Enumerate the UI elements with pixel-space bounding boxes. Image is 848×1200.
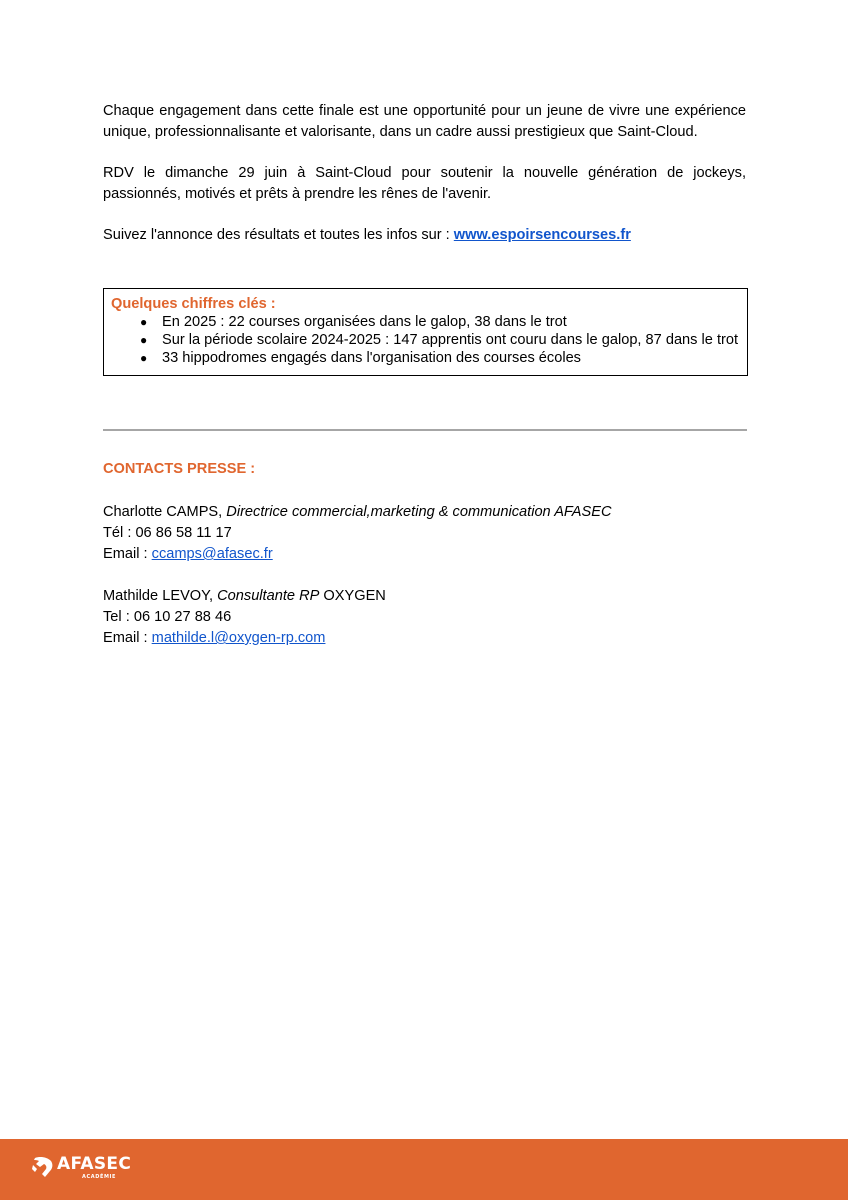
contact-email-link[interactable]: mathilde.l@oxygen-rp.com: [151, 630, 326, 646]
logo-text-group: [57, 1155, 131, 1180]
contact-card: [103, 586, 746, 649]
contact-name: Charlotte CAMPS,: [103, 504, 227, 520]
bullet-icon: ●: [140, 333, 148, 347]
contact-email-line: [103, 544, 746, 565]
paragraph-follow: [103, 225, 746, 246]
afasec-horse-head-icon: [32, 1155, 54, 1179]
list-item: [111, 331, 739, 349]
paragraph-engagement: Chaque engagement dans cette finale est une opportunité pour un jeune de vivre une expérience unique, professionnalisante et valorisante, dans un cadre aussi prestigieux que Saint-Cloud.: [103, 103, 746, 140]
afasec-logo[interactable]: [32, 1155, 131, 1180]
website-link[interactable]: www.espoirsencourses.fr: [453, 227, 631, 243]
list-item: [111, 349, 739, 367]
contact-email-line: [103, 628, 746, 649]
logo-subtext: ACADÉMIE: [82, 1174, 117, 1180]
contact-org: OXYGEN: [319, 588, 386, 604]
key-figures-box: [103, 288, 748, 376]
email-label: Email :: [103, 630, 152, 646]
contact-name-line: [103, 502, 746, 523]
contact-name: Mathilde LEVOY,: [103, 588, 218, 604]
email-label: Email :: [103, 546, 152, 562]
paragraph-rdv: RDV le dimanche 29 juin à Saint-Cloud pour soutenir la nouvelle génération de jockeys, passionnés, motivés et prêts à prendre les rênes de l'avenir.: [103, 165, 746, 202]
contact-card: [103, 502, 746, 565]
list-item: [111, 313, 739, 331]
contact-email-link[interactable]: ccamps@afasec.fr: [151, 546, 273, 562]
contact-phone: 06 10 27 88 46: [133, 609, 232, 625]
list-item-text: En 2025 : 22 courses organisées dans le galop, 38 dans le trot: [162, 314, 567, 330]
contacts-title: CONTACTS PRESSE :: [103, 461, 256, 477]
contact-phone-line: [103, 523, 746, 544]
contact-role: Directrice commercial,marketing & communication AFASEC: [226, 504, 612, 520]
key-figures-title: Quelques chiffres clés :: [111, 296, 276, 312]
bullet-icon: ●: [140, 351, 148, 365]
bullet-icon: ●: [140, 315, 148, 329]
contact-name-line: [103, 586, 746, 607]
list-item-text: Sur la période scolaire 2024-2025 : 147 apprentis ont couru dans le galop, 87 dans le trot: [162, 332, 739, 348]
logo-wordmark: AFASEC: [57, 1154, 132, 1174]
contact-role: Consultante RP: [217, 588, 320, 604]
phone-label: Tel :: [103, 609, 134, 625]
phone-label: Tél :: [103, 525, 136, 541]
contact-phone: 06 86 58 11 17: [135, 525, 232, 541]
follow-text: Suivez l'annonce des résultats et toutes les infos sur :: [103, 227, 454, 243]
footer-bar: [0, 1139, 848, 1200]
list-item-text: 33 hippodromes engagés dans l'organisation des courses écoles: [162, 350, 581, 366]
section-divider: [103, 429, 747, 431]
contact-phone-line: [103, 607, 746, 628]
key-figures-list: [111, 313, 739, 367]
document-body: [103, 101, 746, 649]
